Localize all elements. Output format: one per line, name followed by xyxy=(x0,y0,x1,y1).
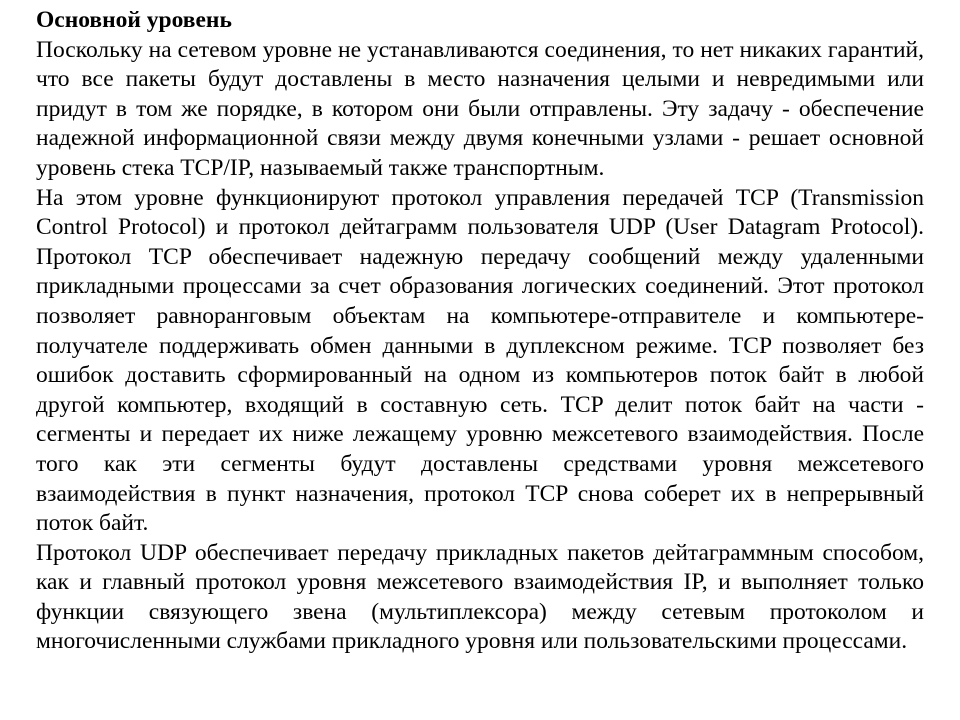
paragraph-tcp-description: На этом уровне функционируют протокол управления передачей TCP (Transmission Control Protocol) и протокол дейтаграмм пользователя UDP (User Datagram Protocol). Протокол TCP обеспечивает надежную передачу сообщений между удаленными прикладными процессами за счет образования логических соединений. Этот протокол позволяет равноранговым объектам на компьютере-отправителе и компьютере-получателе поддерживать обмен данными в дуплексном режиме. TCP позволяет без ошибок доставить сформированный на одном из компьютеров поток байт в любой другой компьютер, входящий в составную сеть. TCP делит поток байт на части - сегменты и передает их ниже лежащему уровню межсетевого взаимодействия. После того как эти сегменты будут доставлены средствами уровня межсетевого взаимодействия в пункт назначения, протокол TCP снова соберет их в непрерывный поток байт. xyxy=(36,184,924,537)
paragraph-network-guarantees: Поскольку на сетевом уровне не устанавливаются соединения, то нет никаких гарантий, что все пакеты будут доставлены в место назначения целыми и невредимыми или придут в том же порядке, в котором они были отправлены. Эту задачу - обеспечение надежной информационной связи между двумя конечными узлами - решает основной уровень стека TCP/IP, называемый также транспортным. xyxy=(36,36,924,181)
document-page xyxy=(36,6,924,657)
paragraph-udp-description: Протокол UDP обеспечивает передачу прикладных пакетов дейтаграммным способом, как и главный протокол уровня межсетевого взаимодействия IP, и выполняет только функции связующего звена (мультиплексора) между сетевым протоколом и многочисленными службами прикладного уровня или пользовательскими процессами. xyxy=(36,539,924,655)
section-heading: Основной уровень xyxy=(36,7,232,33)
